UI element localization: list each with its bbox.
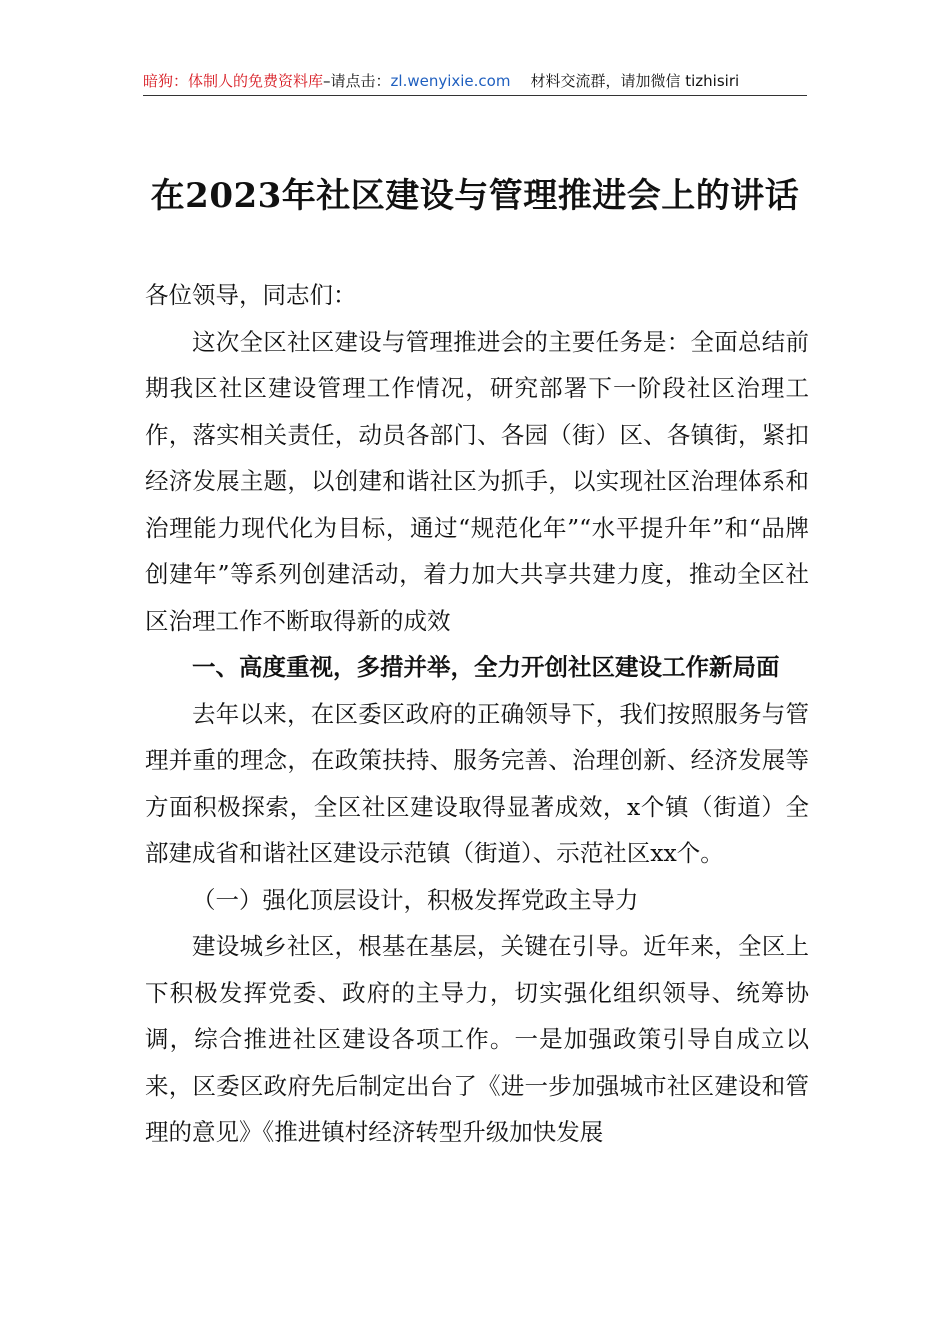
salutation: 各位领导，同志们： bbox=[145, 281, 357, 309]
document-body bbox=[145, 272, 809, 1156]
subsection-heading-1: （一）强化顶层设计，积极发挥党政主导力 bbox=[192, 885, 639, 914]
section-1-paragraph: 去年以来，在区委区政府的正确领导下，我们按照服务与管理并重的理念，在政策扶持、服务完善、治理创新、经济发展等方面积极探索，全区社区建设取得显著成效，x个镇（街道）全部建成省和谐社区建设示范镇（街道）、示范社区xx个。 bbox=[145, 699, 809, 867]
intro-paragraph: 这次全区社区建设与管理推进会的主要任务是：全面总结前期我区社区建设管理工作情况，研究部署下一阶段社区治理工作，落实相关责任，动员各部门、各园（街）区、各镇街，紧扣经济发展主题，以创建和谐社区为抓手，以实现社区治理体系和治理能力现代化为目标，通过“规范化年”“水平提升年”和“品牌创建年”等系列创建活动，着力加大共享共建力度，推动全区社区治理工作不断取得新的成效 bbox=[145, 327, 809, 635]
group-note: 材料交流群，请加微信 tizhisiri bbox=[530, 72, 740, 90]
site-url-link[interactable]: zl.wenyixie.com bbox=[390, 72, 511, 90]
watermark-header bbox=[143, 68, 807, 94]
document-title: 在2023年社区建设与管理推进会上的讲话 bbox=[150, 176, 800, 216]
header-divider bbox=[143, 95, 807, 96]
subsection-1-paragraph: 建设城乡社区，根基在基层，关键在引导。近年来，全区上下积极发挥党委、政府的主导力，切实强化组织领导、统筹协调，综合推进社区建设各项工作。一是加强政策引导自成立以来，区委区政府先后制定出台了《进一步加强城市社区建设和管理的意见》《推进镇村经济转型升级加快发展 bbox=[145, 932, 809, 1146]
site-name: 暗狗：体制人的免费资料库 bbox=[143, 72, 324, 90]
section-heading-1: 一、高度重视，多措并举，全力开创社区建设工作新局面 bbox=[192, 653, 780, 681]
link-prompt: –请点击： bbox=[323, 72, 391, 90]
